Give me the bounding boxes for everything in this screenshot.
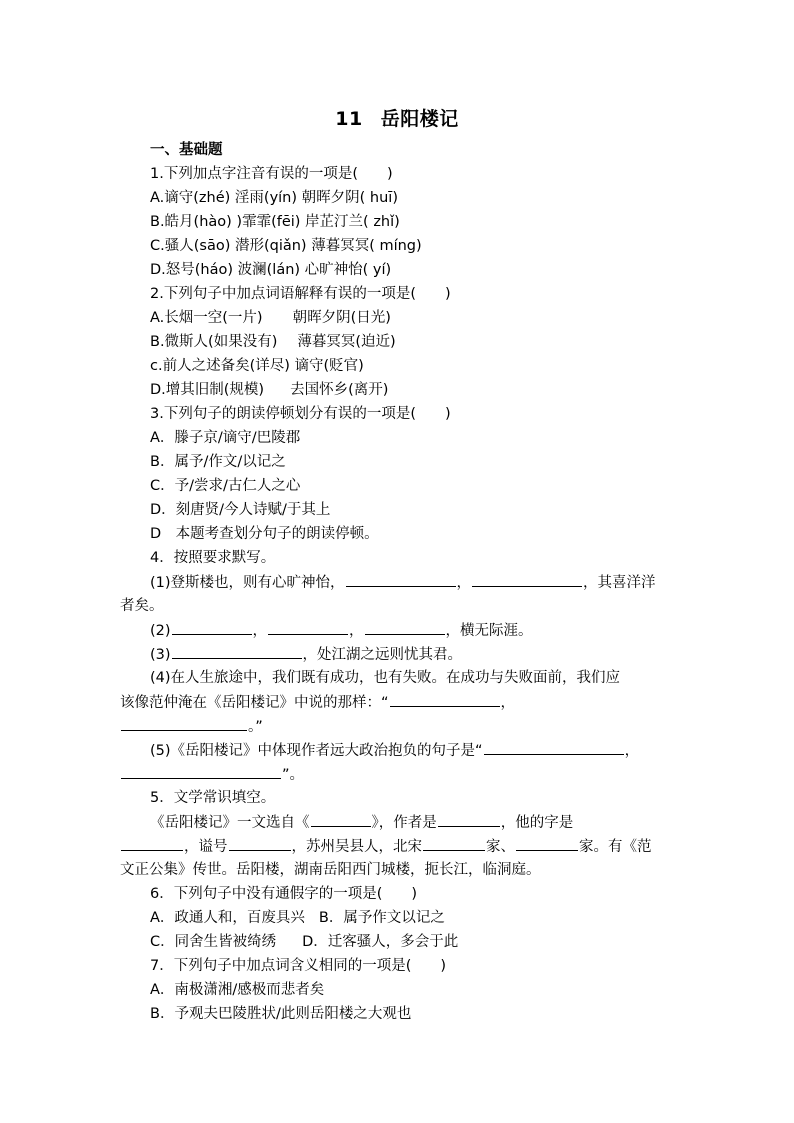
- text: ，: [456, 575, 472, 591]
- text: (2): [150, 623, 171, 639]
- question-3-option-b: B．属予/作文/以记之: [150, 454, 286, 470]
- section-heading: 一、基础题: [150, 142, 223, 158]
- fill-blank[interactable]: [229, 835, 291, 851]
- option-a: A．政通人和，百废具兴: [150, 910, 305, 926]
- text: ”。: [282, 767, 305, 783]
- fill-blank[interactable]: [311, 811, 371, 827]
- question-5-stem: 5．文学常识填空。: [150, 790, 276, 806]
- question-4-part-4-cont: [120, 691, 680, 713]
- question-3-option-d: D．刻唐贤/今人诗赋/于其上: [150, 502, 331, 518]
- fill-blank[interactable]: [423, 835, 485, 851]
- fill-blank[interactable]: [365, 619, 445, 635]
- text: ，: [624, 743, 640, 759]
- text: ，苏州吴县人，北宋: [291, 839, 422, 855]
- text: ，其喜洋洋: [583, 575, 656, 591]
- option-part: c.前人之述备矣(详尽) 谪守(贬官): [150, 358, 364, 374]
- text: ，谥号: [184, 839, 228, 855]
- text: 该像范仲淹在《岳阳楼记》中说的那样：“: [120, 695, 389, 711]
- question-2-option-b: [150, 331, 680, 353]
- text: 家、: [486, 839, 515, 855]
- question-2-option-c: [150, 355, 680, 377]
- text: 》，作者是: [371, 815, 437, 831]
- fill-blank[interactable]: [172, 643, 302, 659]
- question-5-line-3: 文正公集》传世。岳阳楼，湖南岳阳西门城楼，扼长江，临洞庭。: [120, 862, 541, 878]
- question-6-stem: 6．下列句子中没有通假字的一项是( ): [150, 886, 418, 902]
- text: 家。有《范: [579, 839, 652, 855]
- option-part: 朝晖夕阴(日光): [292, 310, 391, 326]
- page-title: [0, 104, 794, 131]
- lesson-title: 岳阳楼记: [380, 108, 459, 130]
- option-part: 薄暮冥冥(迫近): [297, 334, 396, 350]
- question-2-stem: 2.下列句子中加点词语解释有误的一项是( ): [150, 286, 451, 302]
- question-4-part-5-end: [120, 763, 680, 785]
- fill-blank[interactable]: [121, 715, 247, 731]
- question-2-option-d: [150, 379, 680, 401]
- text: ，: [500, 695, 516, 711]
- fill-blank[interactable]: [484, 739, 624, 755]
- lesson-number: 11: [335, 108, 363, 130]
- question-4-part-1: [150, 571, 680, 593]
- question-5-line-2: [120, 835, 680, 857]
- text: 。”: [248, 719, 263, 735]
- fill-blank[interactable]: [346, 571, 456, 587]
- question-1-option-a: A.谪守(zhé) 淫雨(yín) 朝晖夕阴( huī): [150, 190, 398, 206]
- text: (5)《岳阳楼记》中体现作者远大政治抱负的句子是“: [150, 743, 483, 759]
- option-part: D.增其旧制(规模): [150, 382, 265, 398]
- option-d: D．迁客骚人，多会于此: [302, 934, 459, 950]
- question-4-part-3: [150, 643, 680, 665]
- fill-blank[interactable]: [390, 691, 500, 707]
- question-6-row-1: [150, 907, 680, 929]
- text: ，: [252, 623, 268, 639]
- fill-blank[interactable]: [516, 835, 578, 851]
- question-1-option-c: C.骚人(sāo) 潜形(qiǎn) 薄暮冥冥( míng): [150, 238, 422, 254]
- question-4-part-4-end: [120, 715, 680, 737]
- text: 《岳阳楼记》一文选自《: [150, 815, 310, 831]
- fill-blank[interactable]: [438, 811, 500, 827]
- text: ，处江湖之远则忧其君。: [302, 647, 463, 663]
- question-3-answer: D 本题考查划分句子的朗读停顿。: [150, 526, 379, 542]
- option-b: B．属予作文以记之: [318, 910, 445, 926]
- question-4-part-1-cont: 者矣。: [120, 598, 164, 614]
- option-part: 去国怀乡(离开): [290, 382, 389, 398]
- text: ，横无际涯。: [445, 623, 533, 639]
- question-4-stem: 4．按照要求默写。: [150, 550, 276, 566]
- question-4-part-4: (4)在人生旅途中，我们既有成功，也有失败。在成功与失败面前，我们应: [150, 670, 621, 686]
- fill-blank[interactable]: [172, 619, 252, 635]
- option-c: C．同舍生皆被绮绣: [150, 934, 277, 950]
- question-3-stem: 3.下列句子的朗读停顿划分有误的一项是( ): [150, 406, 451, 422]
- question-1-stem: 1.下列加点字注音有误的一项是( ): [150, 166, 393, 182]
- fill-blank[interactable]: [268, 619, 348, 635]
- text: (3): [150, 647, 171, 663]
- question-7-option-b: B．予观夫巴陵胜状/此则岳阳楼之大观也: [150, 1006, 412, 1022]
- option-part: B.微斯人(如果没有): [150, 334, 278, 350]
- question-1-option-d: D.怒号(háo) 波澜(lán) 心旷神怡( yí): [150, 262, 392, 278]
- text: (1)登斯楼也，则有心旷神怡，: [150, 575, 345, 591]
- question-7-option-a: A．南极潇湘/感极而悲者矣: [150, 982, 325, 998]
- question-3-option-a: A．滕子京/谪守/巴陵郡: [150, 430, 301, 446]
- question-7-stem: 7．下列句子中加点词含义相同的一项是( ): [150, 958, 447, 974]
- fill-blank[interactable]: [121, 763, 281, 779]
- question-5-line-1: [150, 811, 680, 833]
- fill-blank[interactable]: [121, 835, 183, 851]
- question-3-option-c: C．予/尝求/古仁人之心: [150, 478, 301, 494]
- text: ，他的字是: [500, 815, 574, 831]
- question-4-part-2: [150, 619, 680, 641]
- question-2-option-a: [150, 307, 680, 329]
- option-part: A.长烟一空(一片): [150, 310, 263, 326]
- fill-blank[interactable]: [472, 571, 582, 587]
- text: ，: [349, 623, 364, 639]
- question-6-row-2: [150, 931, 680, 953]
- question-4-part-5: [150, 739, 680, 761]
- question-1-option-b: B.皓月(hào) )霏霏(fēi) 岸芷汀兰( zhǐ): [150, 214, 400, 230]
